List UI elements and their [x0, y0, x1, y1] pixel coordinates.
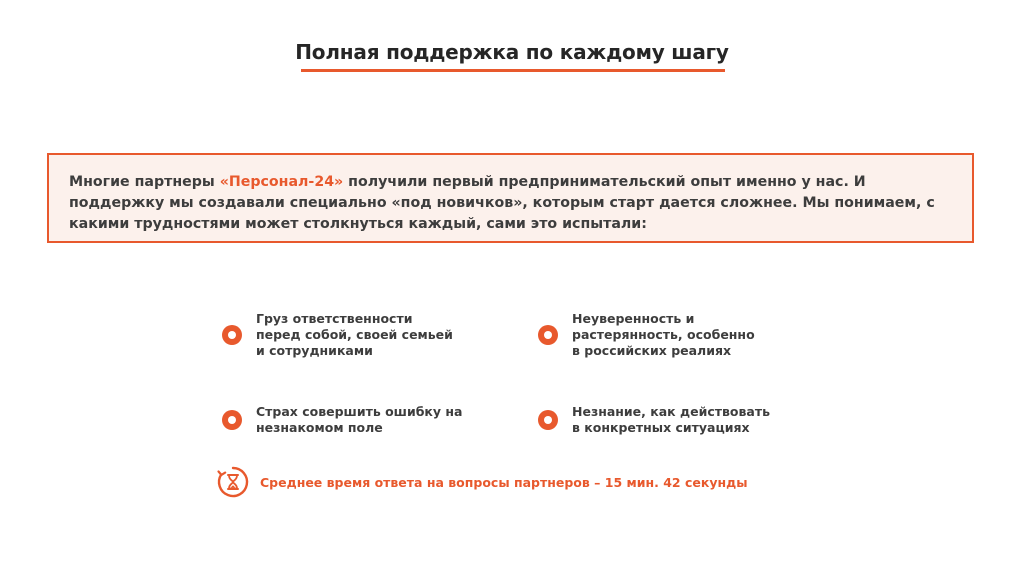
difficulty-text: Груз ответственности перед собой, своей семьей и сотрудниками [256, 311, 453, 358]
page-title: Полная поддержка по каждому шагу [295, 40, 729, 64]
difficulty-text: Незнание, как действовать в конкретных ситуациях [572, 404, 770, 435]
bullet-circle-icon [538, 410, 558, 430]
difficulty-text: Неуверенность и растерянность, особенно в российских реалиях [572, 311, 755, 358]
bullet-circle-icon [538, 325, 558, 345]
difficulty-item-ignorance [538, 404, 770, 436]
response-time-note [216, 465, 748, 499]
difficulty-item-fear [222, 404, 463, 436]
difficulty-text: Страх совершить ошибку на незнакомом поле [256, 404, 463, 435]
hourglass-icon [216, 465, 250, 499]
company-name: «Персонал-24» [219, 174, 344, 190]
difficulty-item-uncertainty [538, 311, 755, 359]
title-underline [301, 69, 725, 72]
bullet-circle-icon [222, 325, 242, 345]
intro-text-before: Многие партнеры [69, 174, 220, 190]
intro-text-after: получили первый предпринимательский опыт именно у нас. И поддержку мы создавали специально «под новичков», которым старт дается сложнее. Мы понимаем, с какими трудностями может столкнуться каждый, сами это испытали: [69, 174, 935, 232]
bullet-circle-icon [222, 410, 242, 430]
difficulty-item-responsibility [222, 311, 453, 359]
intro-box [47, 153, 974, 243]
response-time-text: Среднее время ответа на вопросы партнеров – 15 мин. 42 секунды [260, 474, 748, 490]
